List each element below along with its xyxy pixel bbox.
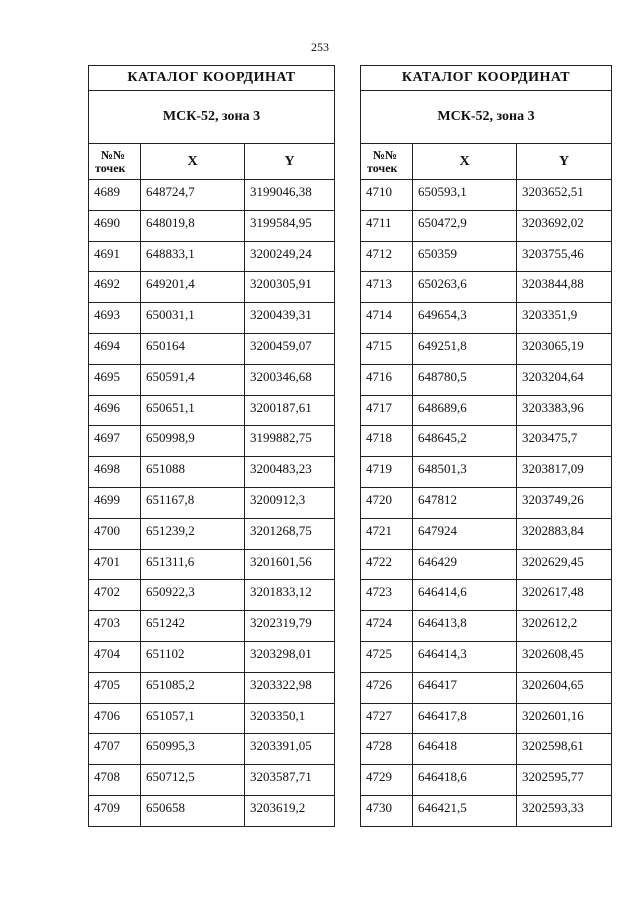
table-row [361, 765, 612, 796]
cell-point-number: 4703 [89, 611, 141, 642]
cell-x: 651088 [141, 457, 245, 488]
cell-x: 650658 [141, 795, 245, 826]
cell-x: 650263,6 [413, 272, 517, 303]
cell-point-number: 4704 [89, 641, 141, 672]
cell-y: 3202595,77 [517, 765, 612, 796]
cell-x: 646414,3 [413, 641, 517, 672]
catalog-rows [89, 180, 335, 827]
cell-point-number: 4689 [89, 180, 141, 211]
cell-y: 3202601,16 [517, 703, 612, 734]
table-row [361, 210, 612, 241]
cell-y: 3203065,19 [517, 333, 612, 364]
cell-y: 3201601,56 [245, 549, 335, 580]
cell-point-number: 4691 [89, 241, 141, 272]
table-row [89, 426, 335, 457]
cell-point-number: 4690 [89, 210, 141, 241]
table-row [89, 487, 335, 518]
table-row [89, 303, 335, 334]
cell-point-number: 4714 [361, 303, 413, 334]
table-row [361, 795, 612, 826]
cell-x: 648833,1 [141, 241, 245, 272]
column-header-x: X [141, 144, 245, 180]
table-row [361, 395, 612, 426]
cell-point-number: 4708 [89, 765, 141, 796]
cell-point-number: 4726 [361, 672, 413, 703]
cell-point-number: 4705 [89, 672, 141, 703]
cell-x: 647812 [413, 487, 517, 518]
cell-x: 646418 [413, 734, 517, 765]
cell-x: 651311,6 [141, 549, 245, 580]
cell-x: 649201,4 [141, 272, 245, 303]
cell-x: 648724,7 [141, 180, 245, 211]
table-row [89, 765, 335, 796]
cell-x: 651102 [141, 641, 245, 672]
cell-x: 650998,9 [141, 426, 245, 457]
cell-y: 3203619,2 [245, 795, 335, 826]
cell-x: 646417 [413, 672, 517, 703]
cell-x: 648019,8 [141, 210, 245, 241]
cell-y: 3202629,45 [517, 549, 612, 580]
cell-y: 3202608,45 [517, 641, 612, 672]
cell-point-number: 4694 [89, 333, 141, 364]
catalog-rows [361, 180, 612, 827]
table-row [361, 180, 612, 211]
cell-point-number: 4725 [361, 641, 413, 672]
cell-point-number: 4720 [361, 487, 413, 518]
table-row [361, 611, 612, 642]
cell-point-number: 4696 [89, 395, 141, 426]
column-header-y: Y [517, 144, 612, 180]
column-header-x: X [413, 144, 517, 180]
cell-x: 650359 [413, 241, 517, 272]
cell-x: 651085,2 [141, 672, 245, 703]
cell-point-number: 4711 [361, 210, 413, 241]
cell-point-number: 4702 [89, 580, 141, 611]
cell-y: 3200459,07 [245, 333, 335, 364]
page-number: 253 [311, 40, 329, 54]
cell-x: 651239,2 [141, 518, 245, 549]
cell-y: 3200305,91 [245, 272, 335, 303]
cell-y: 3203391,05 [245, 734, 335, 765]
table-row [361, 672, 612, 703]
table-row [361, 364, 612, 395]
table-row [89, 703, 335, 734]
cell-x: 646418,6 [413, 765, 517, 796]
cell-y: 3203749,26 [517, 487, 612, 518]
cell-point-number: 4695 [89, 364, 141, 395]
table-row [89, 272, 335, 303]
cell-y: 3200249,24 [245, 241, 335, 272]
cell-y: 3200439,31 [245, 303, 335, 334]
cell-y: 3203652,51 [517, 180, 612, 211]
cell-x: 649251,8 [413, 333, 517, 364]
cell-x: 646414,6 [413, 580, 517, 611]
cell-point-number: 4717 [361, 395, 413, 426]
cell-x: 651167,8 [141, 487, 245, 518]
cell-y: 3203204,64 [517, 364, 612, 395]
cell-x: 650651,1 [141, 395, 245, 426]
cell-point-number: 4698 [89, 457, 141, 488]
cell-point-number: 4718 [361, 426, 413, 457]
cell-x: 646417,8 [413, 703, 517, 734]
cell-x: 650591,4 [141, 364, 245, 395]
cell-x: 646429 [413, 549, 517, 580]
table-row [89, 734, 335, 765]
cell-point-number: 4709 [89, 795, 141, 826]
cell-x: 650995,3 [141, 734, 245, 765]
table-row [89, 795, 335, 826]
table-row [361, 272, 612, 303]
column-header-point-number: №№ точек [89, 144, 141, 180]
table-row [89, 210, 335, 241]
cell-x: 650593,1 [413, 180, 517, 211]
cell-point-number: 4692 [89, 272, 141, 303]
table-row [361, 549, 612, 580]
cell-y: 3202604,65 [517, 672, 612, 703]
cell-point-number: 4722 [361, 549, 413, 580]
cell-y: 3203755,46 [517, 241, 612, 272]
table-row [361, 703, 612, 734]
cell-point-number: 4693 [89, 303, 141, 334]
cell-y: 3200346,68 [245, 364, 335, 395]
table-row [89, 611, 335, 642]
cell-y: 3201268,75 [245, 518, 335, 549]
coordinate-catalog-right [360, 65, 612, 827]
cell-x: 648780,5 [413, 364, 517, 395]
cell-y: 3203475,7 [517, 426, 612, 457]
cell-x: 650031,1 [141, 303, 245, 334]
cell-x: 647924 [413, 518, 517, 549]
cell-y: 3203298,01 [245, 641, 335, 672]
catalog-title: КАТАЛОГ КООРДИНАТ [361, 66, 612, 91]
table-row [89, 641, 335, 672]
table-row [361, 641, 612, 672]
table-row [361, 487, 612, 518]
catalog-title: КАТАЛОГ КООРДИНАТ [89, 66, 335, 91]
cell-point-number: 4728 [361, 734, 413, 765]
table-row [89, 672, 335, 703]
table-row [89, 364, 335, 395]
cell-y: 3202593,33 [517, 795, 612, 826]
cell-point-number: 4712 [361, 241, 413, 272]
cell-point-number: 4701 [89, 549, 141, 580]
cell-point-number: 4710 [361, 180, 413, 211]
cell-y: 3199046,38 [245, 180, 335, 211]
cell-y: 3203351,9 [517, 303, 612, 334]
cell-x: 651242 [141, 611, 245, 642]
cell-y: 3203350,1 [245, 703, 335, 734]
cell-point-number: 4724 [361, 611, 413, 642]
cell-x: 648689,6 [413, 395, 517, 426]
cell-x: 650472,9 [413, 210, 517, 241]
table-row [361, 734, 612, 765]
table-row [361, 580, 612, 611]
table-row [361, 426, 612, 457]
cell-point-number: 4727 [361, 703, 413, 734]
cell-y: 3202883,84 [517, 518, 612, 549]
table-row [361, 518, 612, 549]
cell-x: 648645,2 [413, 426, 517, 457]
cell-point-number: 4715 [361, 333, 413, 364]
cell-y: 3199584,95 [245, 210, 335, 241]
catalog-subtitle: МСК-52, зона 3 [361, 91, 612, 144]
cell-y: 3201833,12 [245, 580, 335, 611]
cell-point-number: 4719 [361, 457, 413, 488]
cell-point-number: 4706 [89, 703, 141, 734]
table-row [89, 549, 335, 580]
table-row [89, 333, 335, 364]
column-header-y: Y [245, 144, 335, 180]
catalog-subtitle: МСК-52, зона 3 [89, 91, 335, 144]
table-row [89, 395, 335, 426]
column-header-point-number: №№ точек [361, 144, 413, 180]
cell-y: 3203587,71 [245, 765, 335, 796]
cell-y: 3200912,3 [245, 487, 335, 518]
table-row [89, 580, 335, 611]
cell-y: 3203322,98 [245, 672, 335, 703]
cell-point-number: 4729 [361, 765, 413, 796]
cell-x: 646421,5 [413, 795, 517, 826]
cell-y: 3202598,61 [517, 734, 612, 765]
table-row [361, 333, 612, 364]
cell-x: 646413,8 [413, 611, 517, 642]
cell-point-number: 4700 [89, 518, 141, 549]
cell-y: 3203383,96 [517, 395, 612, 426]
cell-y: 3203817,09 [517, 457, 612, 488]
cell-point-number: 4713 [361, 272, 413, 303]
cell-y: 3202612,2 [517, 611, 612, 642]
cell-point-number: 4721 [361, 518, 413, 549]
cell-y: 3203844,88 [517, 272, 612, 303]
cell-y: 3200483,23 [245, 457, 335, 488]
table-row [361, 457, 612, 488]
cell-point-number: 4707 [89, 734, 141, 765]
cell-y: 3202319,79 [245, 611, 335, 642]
table-row [89, 457, 335, 488]
cell-x: 651057,1 [141, 703, 245, 734]
cell-x: 650712,5 [141, 765, 245, 796]
table-row [361, 303, 612, 334]
cell-point-number: 4723 [361, 580, 413, 611]
cell-point-number: 4716 [361, 364, 413, 395]
cell-y: 3203692,02 [517, 210, 612, 241]
cell-x: 650922,3 [141, 580, 245, 611]
cell-point-number: 4697 [89, 426, 141, 457]
table-row [89, 518, 335, 549]
cell-x: 648501,3 [413, 457, 517, 488]
cell-x: 650164 [141, 333, 245, 364]
cell-point-number: 4699 [89, 487, 141, 518]
table-row [89, 241, 335, 272]
cell-point-number: 4730 [361, 795, 413, 826]
table-row [89, 180, 335, 211]
cell-y: 3200187,61 [245, 395, 335, 426]
coordinate-catalog-left [88, 65, 335, 827]
cell-x: 649654,3 [413, 303, 517, 334]
cell-y: 3202617,48 [517, 580, 612, 611]
cell-y: 3199882,75 [245, 426, 335, 457]
table-row [361, 241, 612, 272]
